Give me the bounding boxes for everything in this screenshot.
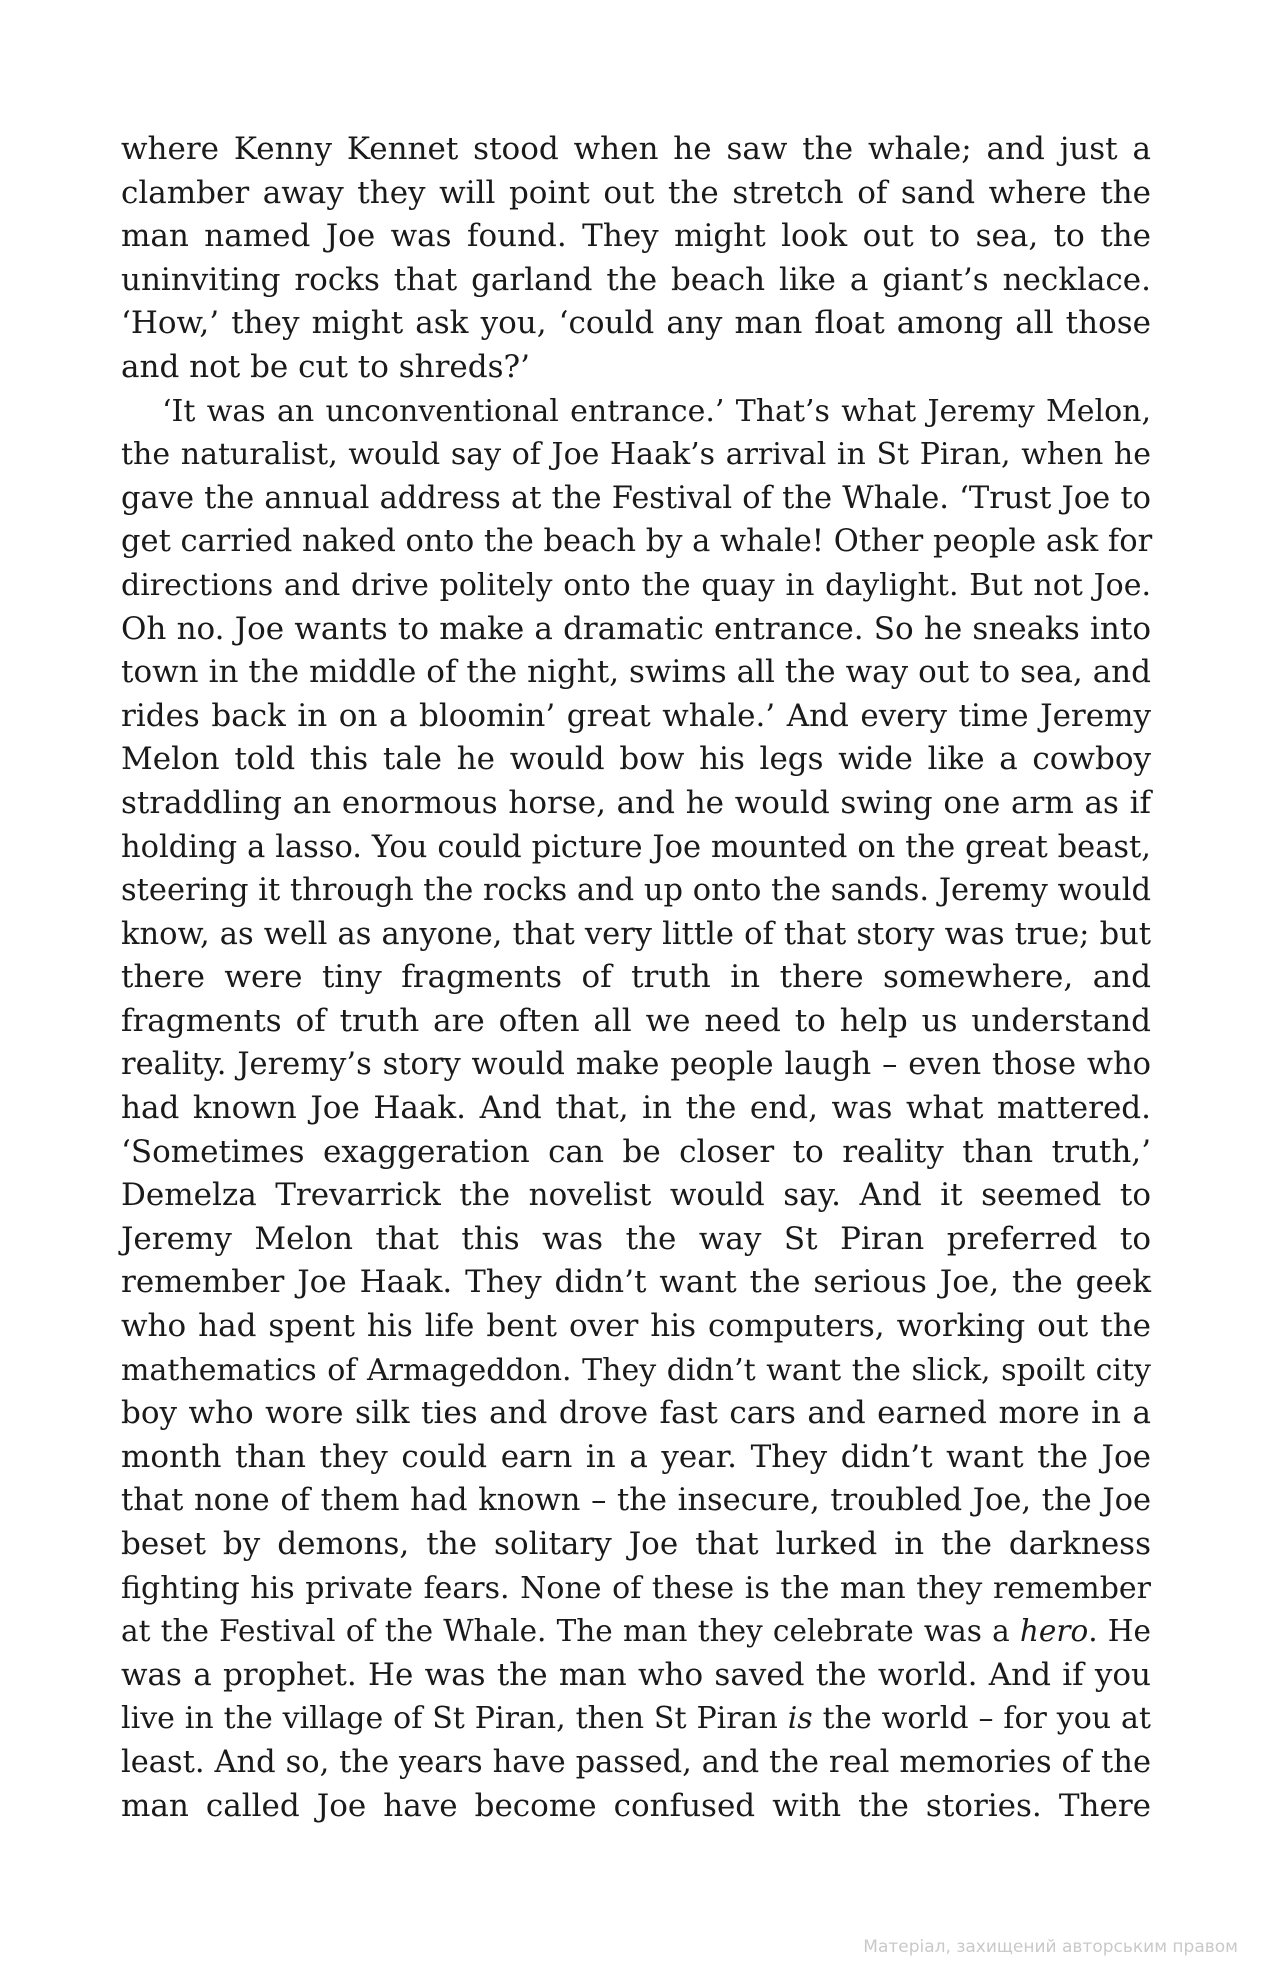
text-line: man named Joe was found. They might look out to sea, to the	[121, 218, 1151, 255]
text-line: had known Joe Haak. And that, in the end, was what mattered.	[121, 1090, 1151, 1127]
text-line: reality. Jeremy’s story would make people laugh – even those who	[121, 1047, 1151, 1083]
text-line: rides back in on a bloomin’ great whale.’ And every time Jeremy	[121, 697, 1151, 734]
text-line: at the Festival of the Whale. The man they celebrate was a hero. He	[121, 1614, 1151, 1649]
text-line: remember Joe Haak. They didn’t want the serious Joe, the geek	[121, 1264, 1151, 1301]
text-line: ‘How,’ they might ask you, ‘could any man float among all those	[121, 305, 1151, 342]
text-line: Demelza Trevarrick the novelist would say. And it seemed to	[121, 1177, 1151, 1214]
text-line: holding a lasso. You could picture Joe mounted on the great beast,	[121, 829, 1151, 865]
text-line: beset by demons, the solitary Joe that lurked in the darkness	[121, 1526, 1151, 1562]
text-line: mathematics of Armageddon. They didn’t want the slick, spoilt city	[121, 1352, 1151, 1388]
body-text	[121, 128, 1151, 1828]
text-line: boy who wore silk ties and drove fast cars and earned more in a	[121, 1395, 1151, 1432]
text-line: was a prophet. He was the man who saved the world. And if you	[121, 1656, 1151, 1693]
text-line: know, as well as anyone, that very little of that story was true; but	[121, 916, 1151, 952]
text-line: straddling an enormous horse, and he would swing one arm as if	[121, 784, 1151, 821]
text-line: clamber away they will point out the stretch of sand where the	[121, 174, 1151, 211]
text-line: live in the village of St Piran, then St Piran is the world – for you at	[121, 1701, 1151, 1737]
emphasis: hero	[1019, 1614, 1089, 1649]
text-line: steering it through the rocks and up onto the sands. Jeremy would	[121, 873, 1151, 909]
text-line: that none of them had known – the insecure, troubled Joe, the Joe	[121, 1483, 1151, 1519]
text-line: who had spent his life bent over his computers, working out the	[121, 1308, 1151, 1345]
text-line: Melon told this tale he would bow his legs wide like a cowboy	[121, 741, 1151, 778]
copyright-watermark: Матеріал, захищений авторським правом	[863, 1937, 1238, 1957]
text-line: man called Joe have become confused with the stories. There	[121, 1787, 1151, 1824]
text-line: and not be cut to shreds?’	[121, 348, 531, 385]
text-line: ‘Sometimes exaggeration can be closer to reality than truth,’	[121, 1133, 1151, 1170]
text-line: there were tiny fragments of truth in there somewhere, and	[121, 959, 1151, 996]
text-line: the naturalist, would say of Joe Haak’s arrival in St Piran, when he	[121, 437, 1151, 473]
text-line: Oh no. Joe wants to make a dramatic entrance. So he sneaks into	[121, 610, 1151, 647]
text-line: month than they could earn in a year. They didn’t want the Joe	[121, 1438, 1151, 1475]
text-line: fragments of truth are often all we need to help us understand	[121, 1002, 1151, 1039]
text-line: ‘It was an unconventional entrance.’ That’s what Jeremy Melon,	[162, 393, 1151, 429]
text-line: town in the middle of the night, swims all the way out to sea, and	[121, 654, 1151, 691]
emphasis: is	[787, 1701, 813, 1737]
text-line: where Kenny Kennet stood when he saw the whale; and just a	[121, 131, 1151, 167]
text-line: least. And so, the years have passed, and the real memories of the	[121, 1744, 1151, 1780]
text-line: Jeremy Melon that this was the way St Piran preferred to	[121, 1220, 1151, 1257]
text-line: fighting his private fears. None of these is the man they remember	[121, 1570, 1151, 1606]
text-line: get carried naked onto the beach by a whale! Other people ask for	[121, 524, 1153, 560]
text-line: directions and drive politely onto the quay in daylight. But not Joe.	[121, 567, 1151, 603]
text-line: gave the annual address at the Festival of the Whale. ‘Trust Joe to	[121, 480, 1151, 516]
text-line: uninviting rocks that garland the beach like a giant’s necklace.	[121, 261, 1151, 298]
